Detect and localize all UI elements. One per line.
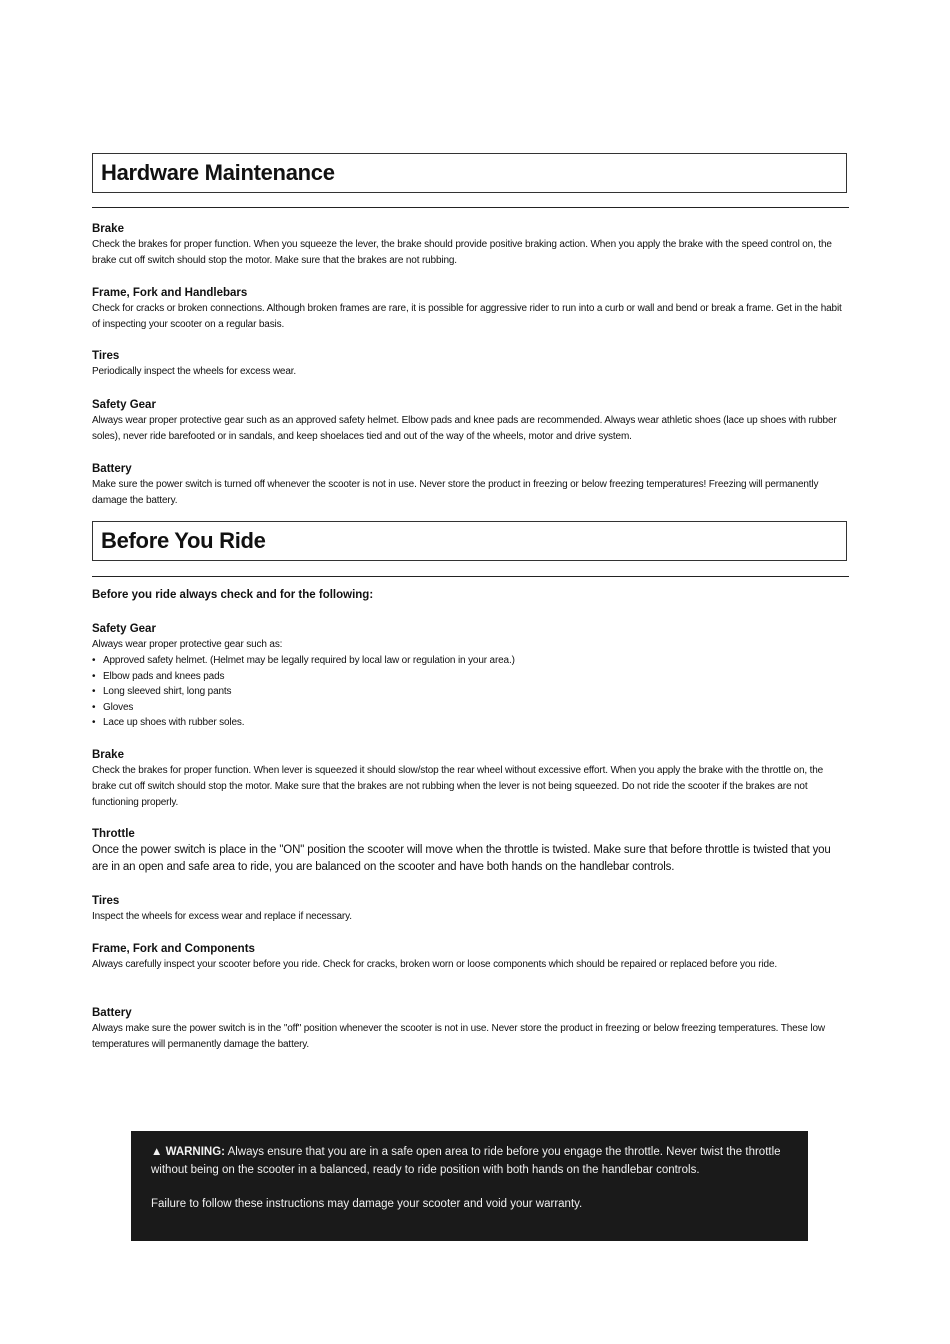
list-item: • Gloves bbox=[92, 700, 844, 716]
item-brake bbox=[92, 748, 844, 811]
warning-text-block bbox=[151, 1143, 788, 1179]
item-heading: Tires bbox=[92, 895, 120, 907]
item-text: Always wear proper protective gear such as an approved safety helmet. Elbow pads and knee pads are recommended. Always wear athletic shoes (lace up shoes with rubber soles), never ride barefooted or in sandals, and keep shoelaces tied and out of the way of the wheels, motor and drive system. bbox=[92, 415, 837, 442]
item-text: Always make sure the power switch is in the "off" position whenever the scooter is not in use. Never store the product in freezing or below freezing temperatures. These low temperatures will permanently damage the battery. bbox=[92, 1023, 825, 1050]
item-heading: Frame, Fork and Handlebars bbox=[92, 287, 248, 299]
item-brake bbox=[92, 222, 844, 269]
item-heading: Brake bbox=[92, 749, 124, 761]
list-item: • Long sleeved shirt, long pants bbox=[92, 684, 844, 700]
item-frame-fork-handlebars bbox=[92, 286, 844, 333]
item-heading: Battery bbox=[92, 463, 132, 475]
warning-triangle-icon: ▲ bbox=[151, 1146, 163, 1158]
item-safety-gear bbox=[92, 622, 844, 731]
section-title: Before You Ride bbox=[101, 528, 266, 553]
item-throttle bbox=[92, 827, 844, 876]
section-divider bbox=[92, 576, 849, 577]
item-text: Make sure the power switch is turned off whenever the scooter is not in use. Never store the product in freezing or below freezing temperatures! Freezing will permanently damage the battery. bbox=[92, 479, 819, 506]
warning-footer: Failure to follow these instructions may damage your scooter and void your warranty. bbox=[151, 1198, 583, 1210]
item-text: Check for cracks or broken connections. Although broken frames are rare, it is possible for aggressive rider to run into a curb or wall and bend or break a frame. Get in the habit of inspecting your scooter on a regular basis. bbox=[92, 303, 842, 330]
item-tires bbox=[92, 349, 844, 380]
item-heading: Throttle bbox=[92, 828, 135, 840]
item-heading: Safety Gear bbox=[92, 623, 156, 635]
item-text: Always wear proper protective gear such as: bbox=[92, 639, 283, 650]
bullet-list bbox=[92, 653, 844, 731]
section-intro bbox=[92, 589, 844, 601]
list-item: • Lace up shoes with rubber soles. bbox=[92, 715, 844, 731]
warning-box bbox=[131, 1131, 808, 1241]
item-frame-fork-components bbox=[92, 942, 844, 973]
section-title-box bbox=[92, 153, 847, 193]
item-text: Check the brakes for proper function. When lever is squeezed it should slow/stop the rear wheel without excessive effort. When you apply the brake with the throttle on, the brake cut off switch should stop the motor. Make sure that the brakes are not rubbing when the lever is not being squeezed. Do not ride the scooter if the brakes are not functioning properly. bbox=[92, 765, 824, 808]
section-divider bbox=[92, 207, 849, 208]
item-text: Inspect the wheels for excess wear and replace if necessary. bbox=[92, 911, 352, 922]
section-title: Hardware Maintenance bbox=[101, 160, 335, 185]
section-title-box bbox=[92, 521, 847, 561]
warning-label: WARNING: bbox=[165, 1146, 226, 1158]
item-heading: Battery bbox=[92, 1007, 132, 1019]
item-safety-gear bbox=[92, 398, 844, 445]
item-battery bbox=[92, 462, 844, 509]
item-heading: Frame, Fork and Components bbox=[92, 943, 255, 955]
list-item: • Elbow pads and knees pads bbox=[92, 669, 844, 685]
list-item: • Approved safety helmet. (Helmet may be legally required by local law or regulation in your area.) bbox=[92, 653, 844, 669]
item-heading: Brake bbox=[92, 223, 124, 235]
item-text: Periodically inspect the wheels for excess wear. bbox=[92, 366, 297, 377]
item-battery bbox=[92, 1006, 844, 1053]
item-text: Always carefully inspect your scooter before you ride. Check for cracks, broken worn or loose components which should be repaired or replaced before you ride. bbox=[92, 959, 777, 970]
warning-text: Always ensure that you are in a safe open area to ride before you engage the throttle. Never twist the throttle without being on the scooter in a balanced, ready to ride position with both hands on the handlebar controls. bbox=[151, 1146, 781, 1176]
item-text: Check the brakes for proper function. When you squeeze the lever, the brake should provide positive braking action. When you apply the brake with the speed control on, the brake cut off switch should stop the motor. Make sure that the brakes are not rubbing. bbox=[92, 239, 832, 266]
item-tires bbox=[92, 894, 844, 925]
item-heading: Tires bbox=[92, 350, 120, 362]
item-heading: Safety Gear bbox=[92, 399, 156, 411]
intro-text: Before you ride always check and for the following: bbox=[92, 589, 374, 601]
item-text: Once the power switch is place in the "ON" position the scooter will move when the throttle is twisted. Make sure that before throttle is twisted that you are in an open and safe area to ride, you are balanced on the scooter and have both hands on the handlebar controls. bbox=[92, 844, 831, 873]
